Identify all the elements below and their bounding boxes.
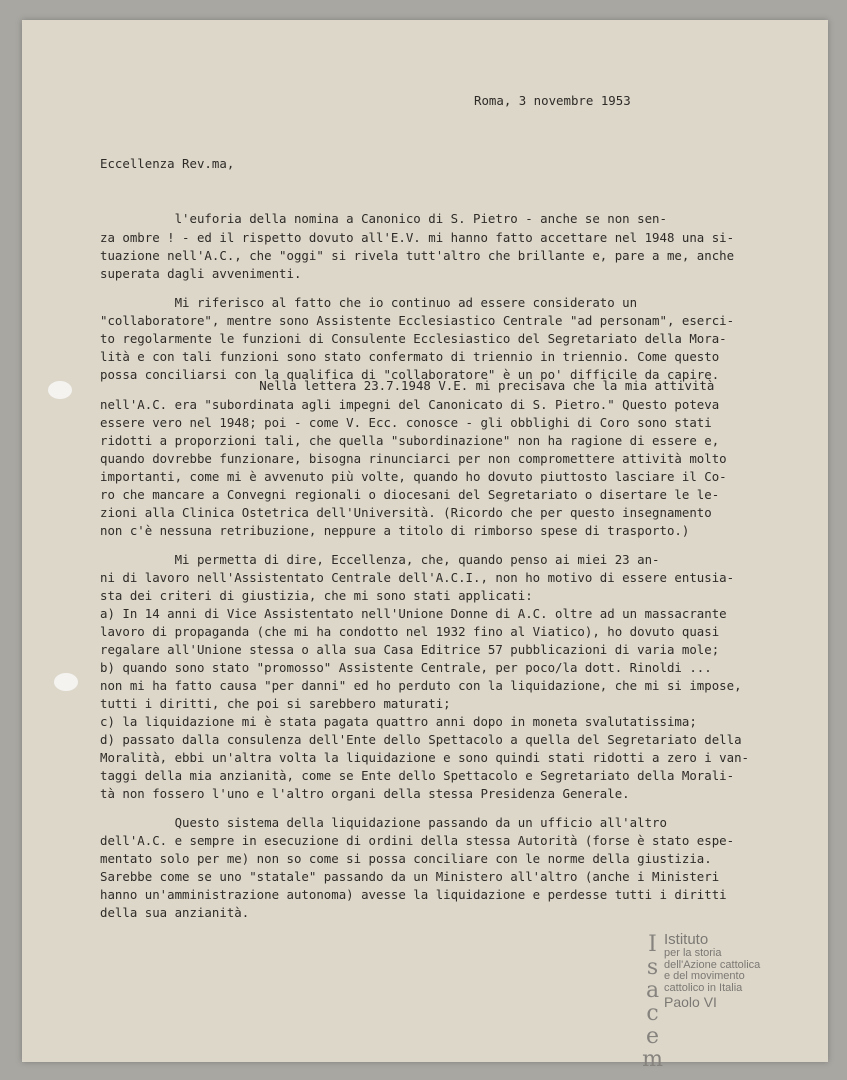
text-line: quando dovrebbe funzionare, bisogna rinunciarci per non compromettere attività molto (100, 451, 727, 466)
text-line: possa conciliarsi con la qualifica di "collaboratore" è un po' difficile da capire. (100, 367, 720, 382)
text-line: l'euforia della nomina a Canonico di S. Pietro - anche se non sen- (100, 211, 667, 226)
text-line: non c'è nessuna retribuzione, neppure a titolo di rimborso spese di trasporto.) (100, 523, 690, 538)
text-line: c) la liquidazione mi è stata pagata quattro anni dopo in moneta svalutatissima; (100, 714, 697, 729)
letter-body (22, 20, 750, 920)
text-line: lavoro di propaganda (che mi ha condotto nel 1932 fino al Viatico), ho dovuto quasi (100, 624, 720, 639)
watermark-line: dell'Azione cattolica (664, 958, 761, 971)
text-line: zioni alla Clinica Ostetrica dell'Università. (Ricordo che per questo insegnamento (100, 505, 712, 520)
watermark-text (664, 932, 774, 1010)
text-line: ridotti a proporzioni tali, che quella "subordinazione" non ha ragione di essere e, (100, 433, 720, 448)
watermark-line: e del movimento (664, 970, 745, 982)
text-line: a) In 14 anni di Vice Assistentato nell'Unione Donne di A.C. oltre ad un massacrante (100, 606, 727, 621)
text-line: hanno un'amministrazione autonoma) avesse la liquidazione e perdesse tutti i diritti (100, 887, 727, 902)
text-line: Mi riferisco al fatto che io continuo ad essere considerato un (100, 295, 638, 310)
text-line: della sua anzianità. (100, 905, 250, 920)
text-line: essere vero nel 1948; poi - come V. Ecc. conosce - gli obblighi di Coro sono stati (100, 415, 712, 430)
letter-page (22, 20, 828, 1070)
punch-hole-bottom (54, 673, 78, 691)
letter-salutation: Eccellenza Rev.ma, (100, 156, 235, 171)
text-line: superata dagli avvenimenti. (100, 266, 302, 281)
text-line: dell'A.C. e sempre in esecuzione di ordini della stessa Autorità (forse è stato espe- (100, 833, 735, 848)
text-line: sta dei criteri di giustizia, che mi sono stati applicati: (100, 588, 533, 603)
text-line: tutti i diritti, che poi si sarebbero maturati; (100, 696, 451, 711)
letter-date: Roma, 3 novembre 1953 (474, 93, 631, 108)
text-line: za ombre ! - ed il rispetto dovuto all'E.V. mi hanno fatto accettare nel 1948 una si- (100, 230, 735, 245)
text-line: to regolarmente le funzioni di Consulente Ecclesiastico del Segretariato della Mora- (100, 331, 727, 346)
watermark-line: cattolico in Italia (664, 981, 743, 994)
isacem-monogram: Isacem (640, 932, 665, 1070)
text-line: ro che mancare a Convegni regionali o diocesani del Segretariato o disertare le le- (100, 487, 720, 502)
text-line: Questo sistema della liquidazione passando da un ufficio all'altro (100, 815, 667, 830)
text-line: ni di lavoro nell'Assistentato Centrale dell'A.C.I., non ho motivo di essere entusia- (100, 570, 735, 585)
text-line: tuazione nell'A.C., che "oggi" si rivela tutt'altro che brillante e, pare a me, anche (100, 248, 735, 263)
watermark-line: Istituto (664, 931, 709, 948)
archive-watermark (628, 931, 768, 1070)
text-line: Mi permetta di dire, Eccellenza, che, quando penso ai miei 23 an- (100, 552, 660, 567)
text-line: d) passato dalla consulenza dell'Ente dello Spettacolo a quella del Segretariato della (100, 732, 742, 747)
text-line: "collaboratore", mentre sono Assistente Ecclesiastico Centrale "ad personam", eserci- (100, 313, 735, 328)
text-line: Nella lettera 23.7.1948 V.E. mi precisava che la mia attività (222, 378, 715, 393)
text-line: b) quando sono stato "promosso" Assistente Centrale, per poco/la dott. Rinoldi ... (100, 660, 712, 675)
text-line: regalare all'Unione stessa o alla sua Casa Editrice 57 pubblicazioni di varia mole; (100, 642, 720, 657)
text-line: taggi della mia anzianità, come se Ente dello Spettacolo e Segretariato della Morali- (100, 768, 735, 783)
text-line: importanti, come mi è avvenuto più volte, quando ho dovuto piuttosto lasciare il Co- (100, 469, 727, 484)
watermark-line: per la storia (664, 947, 722, 959)
watermark-line: Paolo VI (664, 994, 717, 1010)
text-line: tà non fossero l'uno e l'altro organi della stessa Presidenza Generale. (100, 786, 630, 801)
text-line: Moralità, ebbi un'altra volta la liquidazione e sono quindi stati ridotti a zero i van- (100, 750, 750, 765)
text-line: nell'A.C. era "subordinata agli impegni del Canonicato di S. Pietro." Questo poteva (100, 397, 720, 412)
text-line: lità e con tali funzioni sono stato confermato di triennio in triennio. Come questo (100, 349, 720, 364)
text-line: mentato solo per me) non so come si possa conciliare con le norme della giustizia. (100, 851, 712, 866)
text-line: Sarebbe come se uno "statale" passando da un Ministero all'altro (anche i Ministeri (100, 869, 720, 884)
text-line: non mi ha fatto causa "per danni" ed ho perduto con la liquidazione, che mi si impose, (100, 678, 742, 693)
